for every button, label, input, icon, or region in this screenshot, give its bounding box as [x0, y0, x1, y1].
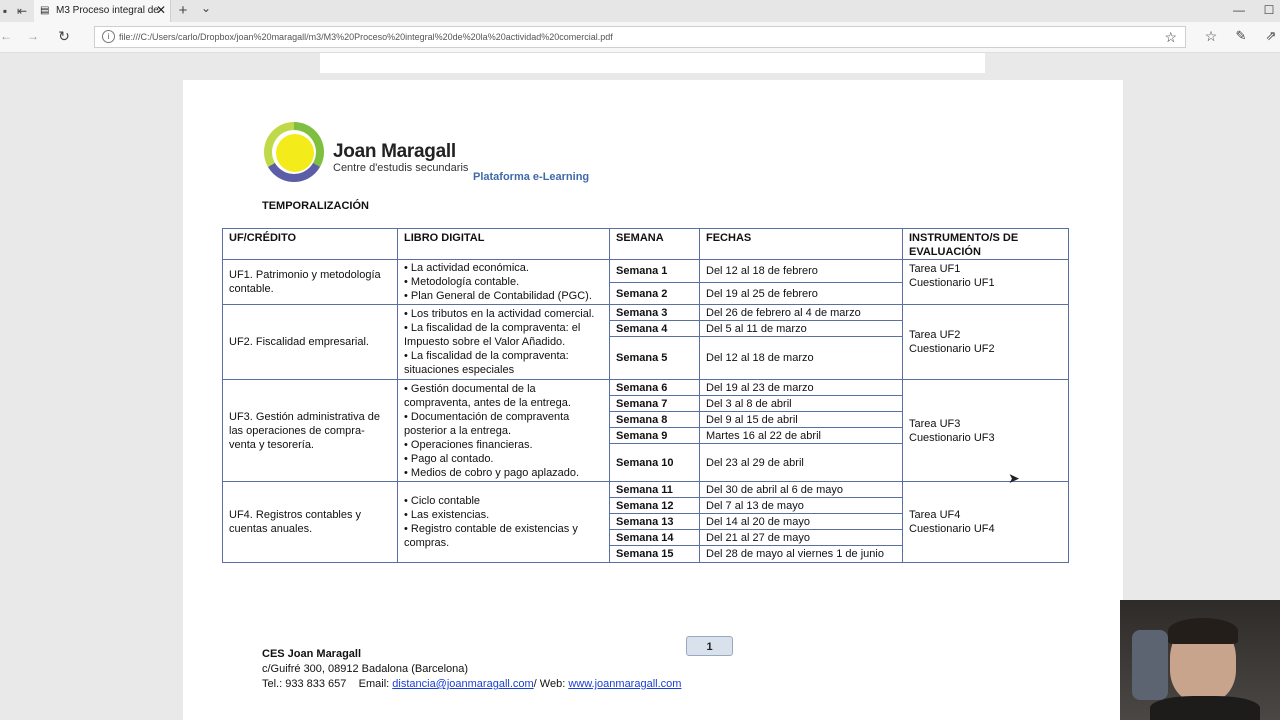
webcam-overlay: [1120, 600, 1280, 720]
tab-actions-icon[interactable]: ▪: [2, 4, 8, 18]
forward-icon[interactable]: →: [27, 29, 39, 43]
week-cell: Semana 11: [610, 482, 700, 498]
list-item: • Registro contable de existencias y compras.: [404, 522, 603, 550]
week-cell: Semana 4: [610, 321, 700, 337]
date-cell: Del 19 al 25 de febrero: [700, 283, 903, 305]
eval-quiz: Cuestionario UF4: [909, 523, 995, 535]
week-cell: Semana 15: [610, 546, 700, 563]
tab-active[interactable]: [34, 0, 171, 22]
libro-cell: [398, 380, 610, 482]
date-cell: Del 14 al 20 de mayo: [700, 514, 903, 530]
list-item: • Documentación de compraventa posterior a la entrega.: [404, 410, 603, 438]
date-cell: Martes 16 al 22 de abril: [700, 428, 903, 444]
tab-bar: [0, 0, 1280, 22]
tab-title: M3 Proceso integral de: [56, 5, 159, 16]
week-cell: Semana 8: [610, 412, 700, 428]
list-item: • La fiscalidad de la compraventa: situaciones especiales: [404, 349, 603, 377]
footer-org: CES Joan Maragall: [262, 648, 362, 660]
list-item: • Operaciones financieras.: [404, 438, 603, 452]
list-item: • La fiscalidad de la compraventa: el Impuesto sobre el Valor Añadido.: [404, 321, 603, 349]
footer-address: c/Guifré 300, 08912 Badalona (Barcelona): [262, 663, 469, 675]
eval-task: Tarea UF3: [909, 417, 961, 430]
uf-name: UF2. Fiscalidad empresarial.: [223, 305, 398, 380]
date-cell: Del 23 al 29 de abril: [700, 444, 903, 482]
tab-close-icon[interactable]: ✕: [156, 3, 167, 17]
date-cell: Del 28 de mayo al viernes 1 de junio: [700, 546, 903, 563]
header-semana: SEMANA: [610, 229, 700, 260]
maximize-button[interactable]: ☐: [1263, 3, 1275, 17]
info-icon[interactable]: i: [102, 30, 115, 43]
list-item: • Ciclo contable: [404, 494, 603, 508]
date-cell: Del 19 al 23 de marzo: [700, 380, 903, 396]
date-cell: Del 7 al 13 de mayo: [700, 498, 903, 514]
uf-name: UF3. Gestión administrativa de las operaciones de compra-venta y tesorería.: [223, 380, 398, 482]
week-cell: Semana 14: [610, 530, 700, 546]
list-item: • Metodología contable.: [404, 275, 603, 289]
date-cell: Del 5 al 11 de marzo: [700, 321, 903, 337]
back-icon[interactable]: ←: [0, 29, 12, 43]
date-cell: Del 12 al 18 de marzo: [700, 337, 903, 380]
eval-cell: [903, 482, 1069, 563]
webcam-chair: [1132, 630, 1168, 700]
tab-menu-icon[interactable]: ⌄: [200, 1, 212, 15]
platform-label: Plataforma e-Learning: [473, 171, 590, 183]
list-item: • La actividad económica.: [404, 261, 603, 275]
logo-name: Joan Maragall: [333, 141, 456, 162]
week-cell: Semana 7: [610, 396, 700, 412]
header-uf: UF/CRÉDITO: [223, 229, 398, 260]
date-cell: Del 21 al 27 de mayo: [700, 530, 903, 546]
url-text[interactable]: file:///C:/Users/carlo/Dropbox/joan%20maragall/m3/M3%20Proceso%20integral%20de%20la%20actividad%20comercial.pdf: [119, 32, 613, 42]
week-cell: Semana 2: [610, 283, 700, 305]
list-item: • Las existencias.: [404, 508, 603, 522]
footer-email-label: Email:: [358, 678, 390, 690]
uf-name: UF1. Patrimonio y metodología contable.: [223, 260, 398, 305]
uf-name: UF4. Registros contables y cuentas anuales.: [223, 482, 398, 563]
refresh-icon[interactable]: ↻: [58, 28, 70, 44]
eval-cell: [903, 305, 1069, 380]
week-cell: Semana 3: [610, 305, 700, 321]
favorite-star-icon[interactable]: ☆: [1164, 29, 1177, 45]
schedule-table: [222, 228, 1069, 563]
logo-sun-icon: [276, 134, 314, 172]
table-row: [223, 482, 1069, 498]
week-cell: Semana 10: [610, 444, 700, 482]
libro-cell: [398, 482, 610, 563]
date-cell: Del 9 al 15 de abril: [700, 412, 903, 428]
eval-quiz: Cuestionario UF3: [909, 431, 995, 444]
date-cell: Del 3 al 8 de abril: [700, 396, 903, 412]
address-bar[interactable]: [94, 26, 1186, 48]
web-link[interactable]: www.joanmaragall.com: [568, 678, 682, 690]
list-item: • Pago al contado.: [404, 452, 603, 466]
list-item: • Gestión documental de la compraventa, antes de la entrega.: [404, 382, 603, 410]
new-tab-button[interactable]: +: [178, 2, 188, 19]
footer-contact: [262, 677, 681, 692]
date-cell: Del 30 de abril al 6 de mayo: [700, 482, 903, 498]
eval-task: Tarea UF2: [909, 329, 961, 341]
header-fechas: FECHAS: [700, 229, 903, 260]
webcam-hair: [1168, 618, 1238, 644]
week-cell: Semana 12: [610, 498, 700, 514]
libro-cell: [398, 260, 610, 305]
table-row: [223, 380, 1069, 396]
section-title: TEMPORALIZACIÓN: [262, 200, 369, 212]
eval-task: Tarea UF1: [909, 263, 961, 275]
previous-page-edge: [320, 53, 985, 73]
week-cell: Semana 6: [610, 380, 700, 396]
date-cell: Del 12 al 18 de febrero: [700, 260, 903, 283]
footer-web-label: / Web:: [533, 678, 566, 690]
table-row: [223, 305, 1069, 321]
favorites-icon[interactable]: ☆: [1204, 28, 1218, 44]
week-cell: Semana 5: [610, 337, 700, 380]
webcam-shoulders: [1150, 696, 1260, 720]
header-evaluacion: INSTRUMENTO/S DE EVALUACIÓN: [903, 229, 1069, 260]
list-item: • Plan General de Contabilidad (PGC).: [404, 289, 603, 303]
week-cell: Semana 9: [610, 428, 700, 444]
libro-cell: [398, 305, 610, 380]
eval-quiz: Cuestionario UF1: [909, 277, 995, 289]
footer-tel: Tel.: 933 833 657: [262, 678, 347, 690]
minimize-button[interactable]: —: [1233, 3, 1245, 17]
share-icon[interactable]: ⇗: [1265, 28, 1277, 43]
mouse-cursor-icon: ➤: [1008, 470, 1020, 486]
eval-cell: [903, 380, 1069, 482]
pen-icon[interactable]: ✎: [1235, 28, 1247, 43]
footer: [262, 647, 681, 692]
week-cell: Semana 1: [610, 260, 700, 283]
list-item: • Medios de cobro y pago aplazado.: [404, 466, 603, 480]
eval-quiz: Cuestionario UF2: [909, 343, 995, 355]
table-row: [223, 260, 1069, 283]
eval-cell: [903, 260, 1069, 305]
table-header-row: [223, 229, 1069, 260]
logo-subtitle: Centre d'estudis secundaris: [333, 162, 469, 174]
pdf-file-icon: ▤: [40, 5, 50, 16]
eval-task: Tarea UF4: [909, 509, 961, 521]
email-link[interactable]: distancia@joanmaragall.com: [392, 678, 534, 690]
week-cell: Semana 13: [610, 514, 700, 530]
header-libro: LIBRO DIGITAL: [398, 229, 610, 260]
tabs-aside-icon[interactable]: ⇤: [16, 4, 28, 18]
list-item: • Los tributos en la actividad comercial.: [404, 307, 603, 321]
page-number-indicator[interactable]: 1: [686, 636, 733, 656]
date-cell: Del 26 de febrero al 4 de marzo: [700, 305, 903, 321]
